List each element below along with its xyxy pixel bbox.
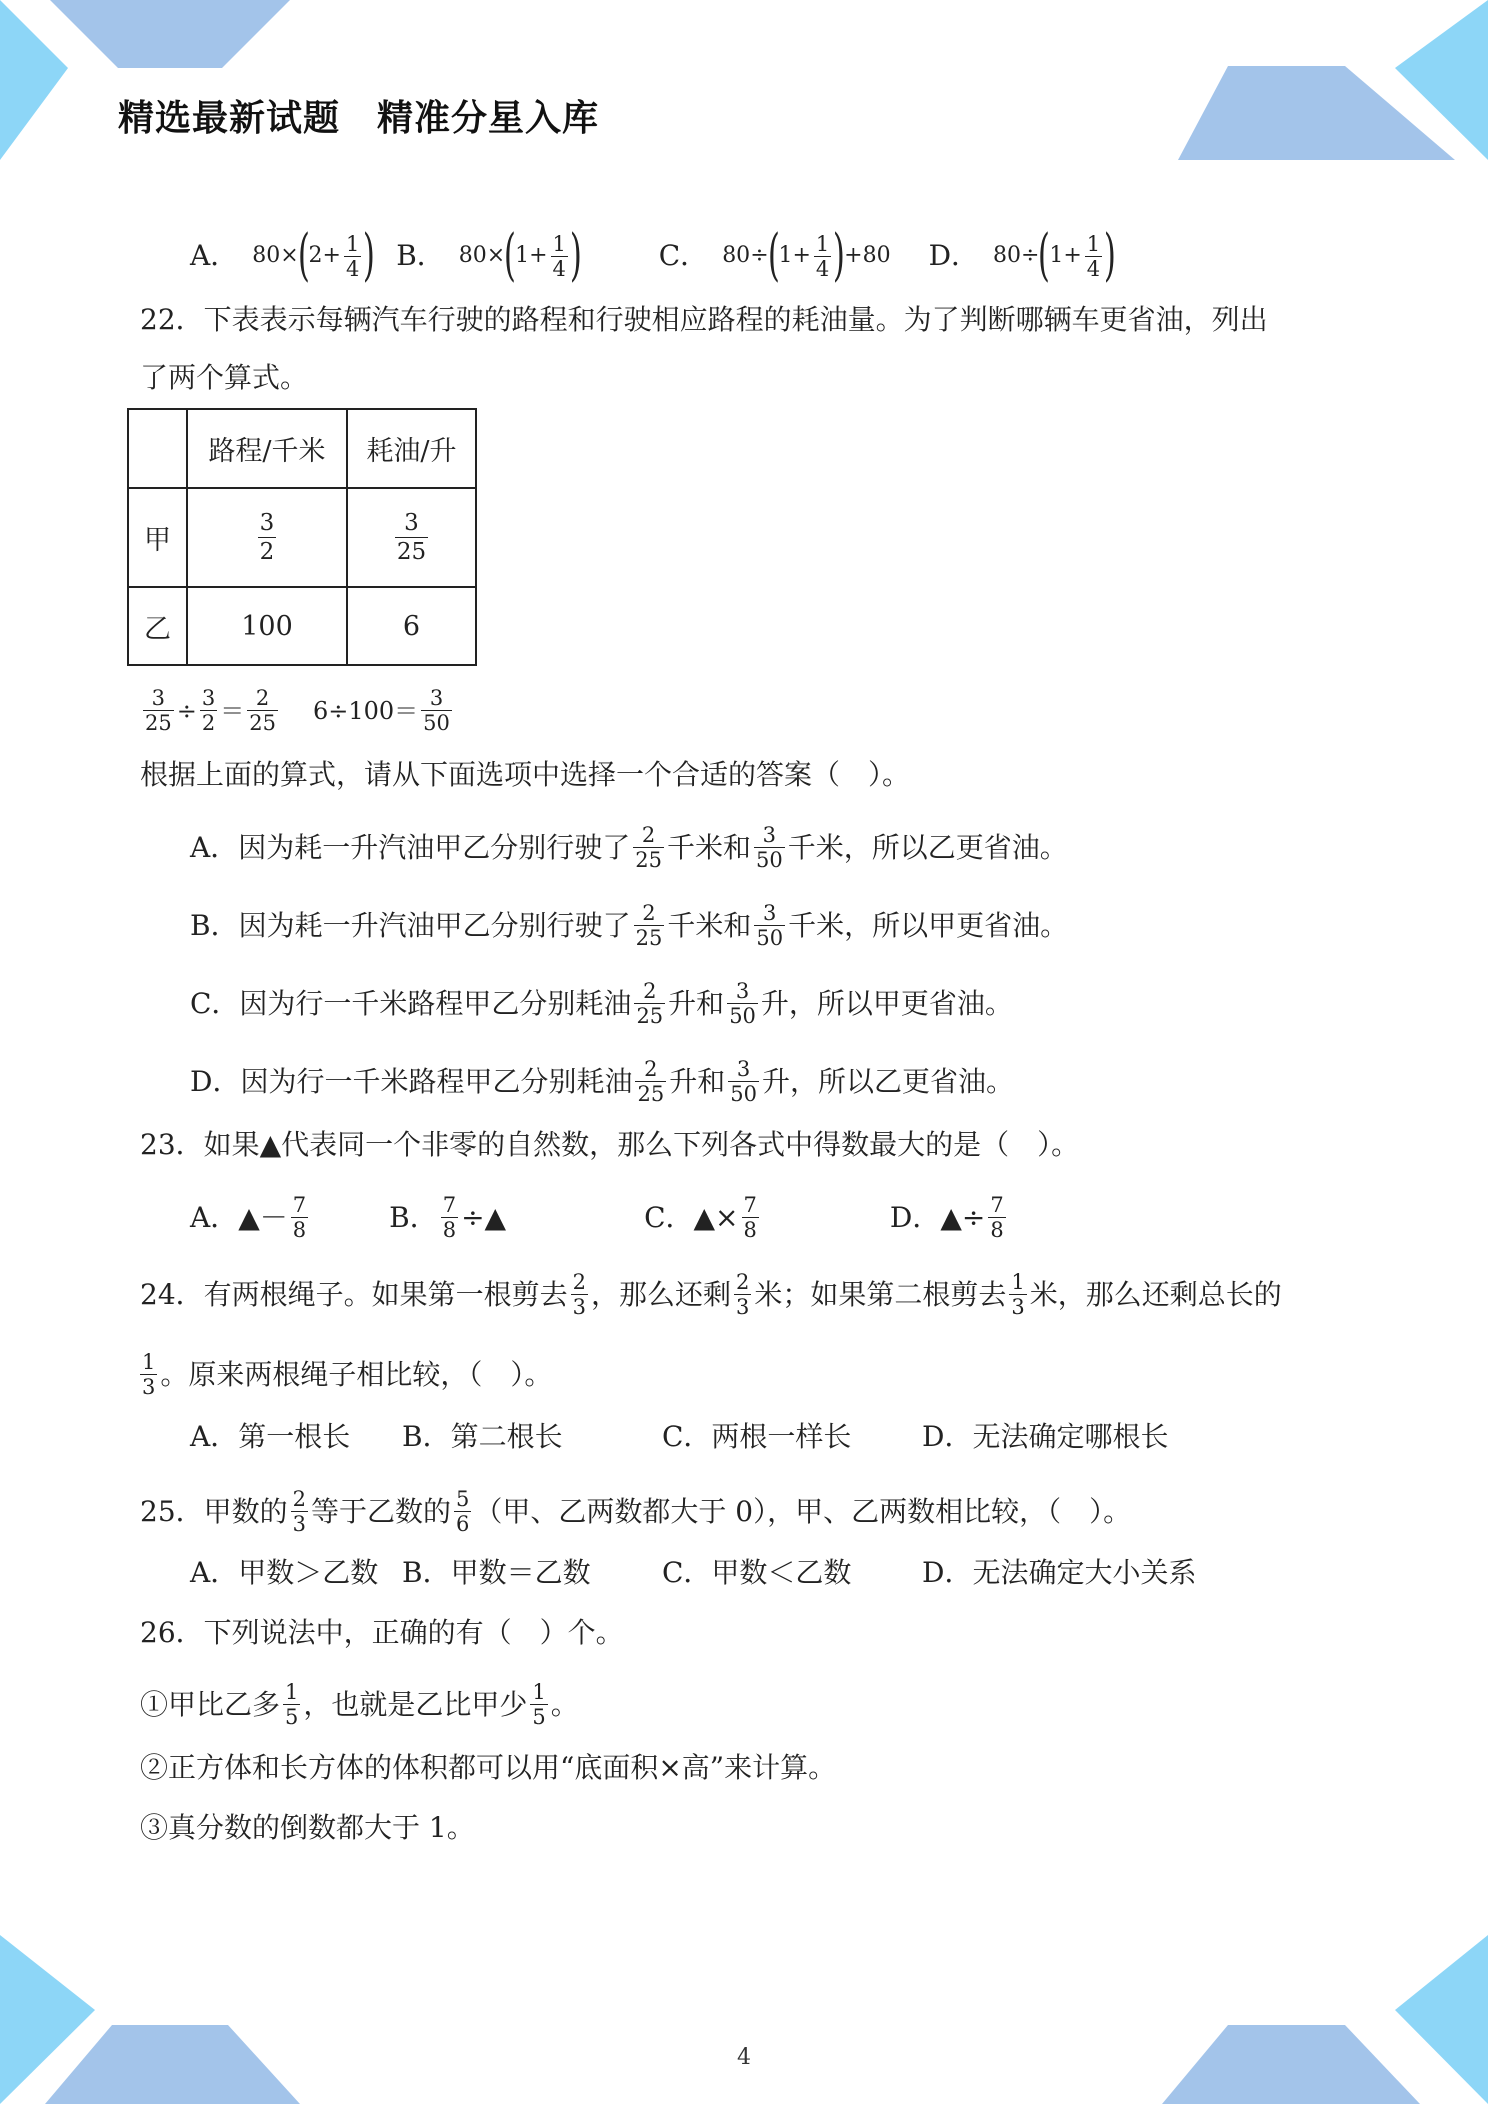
table-cell-yi-distance: 100	[187, 587, 347, 665]
bottom-right-triangle	[1395, 1935, 1488, 2104]
q21-option-a-label: A．	[190, 239, 239, 272]
q24-stem-line1: 24．有两根绳子。如果第一根剪去 $\frac{2}{3}$ ，那么还剩 $\frac{2}{3}$ 米；如果第二根剪去 $\frac{1}{3}$ 米，那么还剩总长的	[140, 1270, 1282, 1319]
header-title: 精选最新试题 精准分星入库	[118, 98, 600, 139]
table-row-yi-label: 乙	[128, 587, 187, 665]
q21-option-d-label: D．	[928, 239, 980, 272]
q23-options: A．▲－ $\frac{7}{8}$ B． $\frac{7}{8}$ ÷▲ C．▲× $\frac{7}{8}$ D．▲÷ $\frac{7}{8}$	[190, 1193, 1004, 1242]
top-right-trapezoid	[1178, 66, 1455, 160]
bottom-left-triangle	[0, 1935, 95, 2104]
q22-table	[127, 408, 477, 666]
top-left-triangle	[0, 0, 68, 160]
table-header-fuel: 耗油/升	[347, 409, 476, 488]
q22-prompt: 根据上面的算式，请从下面选项中选择一个合适的答案（ ）。	[140, 758, 911, 791]
q24-stem-line2: $\frac{1}{3}$ 。原来两根绳子相比较，（ ）。	[142, 1350, 553, 1399]
q24-options: A．第一根长 B．第二根长 C．两根一样长 D．无法确定哪根长	[190, 1420, 1169, 1453]
q21-option-d-expr: 80 ÷ ( 1 + $\frac{1}{4}$ )	[993, 223, 1117, 288]
q22-stem-line1: 22．下表表示每辆汽车行驶的路程和行驶相应路程的耗油量。为了判断哪辆车更省油，列出	[140, 303, 1268, 336]
table-cell-jia-distance: $\frac{3}{2}$	[187, 488, 347, 587]
top-left-trapezoid	[50, 0, 290, 68]
q26-stem: 26．下列说法中，正确的有（ ）个。	[140, 1616, 624, 1649]
q21-option-c-label: C．	[658, 239, 709, 272]
q21-options	[190, 223, 1117, 288]
top-right-triangle	[1395, 0, 1488, 160]
table-cell-jia-fuel: $\frac{3}{25}$	[347, 488, 476, 587]
table-header-distance: 路程/千米	[187, 409, 347, 488]
q22-option-a: A．因为耗一升汽油甲乙分别行驶了 $\frac{2}{25}$ 千米和 $\frac{3}{50}$ 千米，所以乙更省油。	[190, 823, 1068, 872]
q21-option-b-expr: 80 × ( 1 + $\frac{1}{4}$ )	[458, 223, 582, 288]
q26-statement-1: ①甲比乙多 $\frac{1}{5}$ ，也就是乙比甲少 $\frac{1}{5}$ 。	[140, 1680, 579, 1729]
q26-statement-2: ②正方体和长方体的体积都可以用“底面积×高”来计算。	[140, 1751, 837, 1784]
q22-option-d: D．因为行一千米路程甲乙分别耗油 $\frac{2}{25}$ 升和 $\frac{3}{50}$ 升，所以乙更省油。	[190, 1057, 1014, 1106]
q21-option-b-label: B．	[396, 239, 445, 272]
q21-option-a-expr: 80 × ( 2 + $\frac{1}{4}$ )	[252, 223, 376, 288]
q22-option-c: C．因为行一千米路程甲乙分别耗油 $\frac{2}{25}$ 升和 $\frac{3}{50}$ 升，所以甲更省油。	[190, 979, 1013, 1028]
q22-option-b: B．因为耗一升汽油甲乙分别行驶了 $\frac{2}{25}$ 千米和 $\frac{3}{50}$ 千米，所以甲更省油。	[190, 901, 1069, 950]
q25-stem: 25．甲数的 $\frac{2}{3}$ 等于乙数的 $\frac{5}{6}$ （甲、乙两数都大于 0），甲、乙两数相比较，（ ）。	[140, 1487, 1132, 1536]
page-number: 4	[737, 2045, 751, 2070]
q22-stem-line2: 了两个算式。	[140, 361, 309, 394]
q26-statement-3: ③真分数的倒数都大于 1。	[140, 1811, 475, 1844]
table-cell-yi-fuel: 6	[347, 587, 476, 665]
q21-option-c-expr: 80 ÷ ( 1 + $\frac{1}{4}$ ) +80	[722, 223, 891, 288]
table-row-jia-label: 甲	[128, 488, 187, 587]
q22-formulas: $\frac{3}{25}$ ÷ $\frac{3}{2}$ ＝ $\frac{2}{25}$ 6÷100＝ $\frac{3}{50}$	[145, 686, 450, 735]
q25-options: A．甲数＞乙数 B．甲数＝乙数 C．甲数＜乙数 D．无法确定大小关系	[190, 1556, 1197, 1589]
table-header-blank	[128, 409, 187, 488]
q23-stem: 23．如果▲代表同一个非零的自然数，那么下列各式中得数最大的是（ ）。	[140, 1128, 1080, 1161]
